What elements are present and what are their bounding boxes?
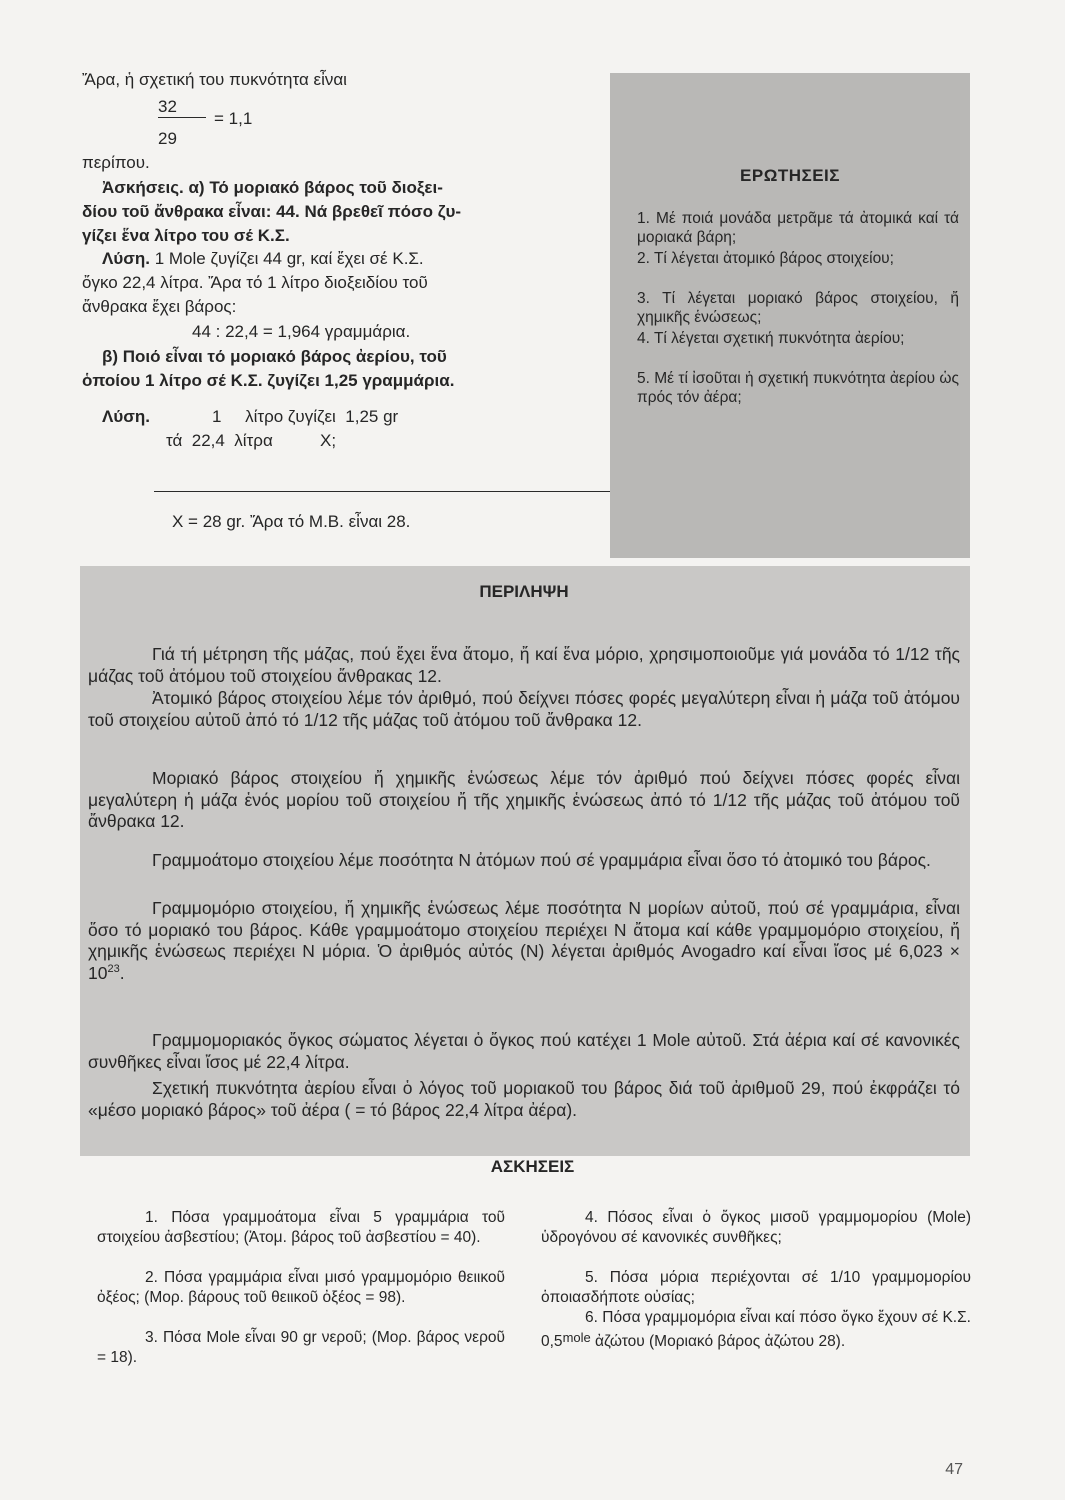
exercise-b-line: ὁποίου 1 λίτρο σέ Κ.Σ. ζυγίζει 1,25 γραμμάρια.	[82, 371, 455, 390]
solution-a-line: ὄγκο 22,4 λίτρα. Ἄρα τό 1 λίτρο διοξειδίου τοῦ	[82, 273, 428, 292]
exponent: 23	[107, 962, 120, 975]
question-item: 4. Τί λέγεται σχετική πυκνότητα ἀερίου;	[637, 330, 905, 347]
question-item: 5. Μέ τί ἰσοῦται ἡ σχετική πυκνότητα ἀερίου ὡς πρός τόν ἀέρα;	[637, 370, 959, 406]
exercise-item: 1. Πόσα γραμμοάτομα εἶναι 5 γραμμάρια τοῦ στοιχείου ἀσβεστίου; (Ἀτομ. βάρος τοῦ ἀσβεστίου = 40).	[97, 1209, 505, 1246]
summary-paragraph	[88, 898, 960, 984]
summary-paragraph: Ἀτομικό βάρος στοιχείου λέμε τόν ἀριθμό, πού δείχνει πόσες φορές μεγαλύτερη εἶναι ἡ μάζα τοῦ ἀτόμου τοῦ στοιχείου αὐτοῦ ἀπό τό 1/12 τῆς μάζας τοῦ ἀτόμου τοῦ ἄνθρακα 12.	[88, 688, 960, 730]
page-number: 47	[945, 1461, 963, 1478]
text-line: Ἄρα, ἡ σχετική του πυκνότητα εἶναι	[82, 70, 347, 89]
solution-a-result: 44 : 22,4 = 1,964 γραμμάρια.	[192, 322, 411, 341]
summary-paragraph: Γιά τή μέτρηση τῆς μάζας, πού ἔχει ἕνα ἄτομο, ἤ καί ἕνα μόριο, χρησιμοποιοῦμε γιά μονάδα τό 1/12 τῆς μάζας τοῦ ἀτόμου τοῦ στοιχείου ἄνθρακας 12.	[88, 644, 960, 686]
solution-b-result: X = 28 gr. Ἄρα τό Μ.Β. εἶναι 28.	[172, 512, 411, 531]
question-item: 1. Μέ ποιά μονάδα μετρᾶμε τά ἀτομικά καί τά μοριακά βάρη;	[637, 210, 959, 246]
solution-a-line	[102, 249, 424, 269]
solution-b-line: τά 22,4 λίτρα X;	[166, 431, 337, 450]
worked-examples	[82, 66, 602, 536]
fraction-numerator: 32	[158, 97, 177, 116]
exercises-title: ΑΣΚΗΣΕΙΣ	[490, 1157, 575, 1176]
questions-box	[610, 73, 970, 558]
summary-paragraph: Γραμμοάτομο στοιχείου λέμε ποσότητα N ἀτόμων πού σέ γραμμάρια εἶναι ὅσο τό ἀτομικό του βάρος.	[152, 850, 931, 870]
solution-a-line: ἄνθρακα ἔχει βάρος:	[82, 297, 237, 316]
exercise-b-line: β) Ποιό εἶναι τό μοριακό βάρος ἀερίου, τοῦ	[102, 347, 447, 366]
fraction-bar	[158, 117, 206, 118]
summary-text: Γραμμομόριο στοιχείου, ἤ χημικῆς ἑνώσεως λέμε ποσότητα N μορίων αὐτοῦ, πού σέ γραμμάρια, εἶναι ὅσο τό μοριακό του βάρος. Κάθε γραμμοάτομο στοιχείου περιέχει N ἄτομα καί κάθε γραμμομόριο στοιχείου, ἤ χημικῆς ἑνώσεως περιέχει N μόρια. Ὁ ἀριθμός αὐτός (N) λέγεται ἀριθμός Avogadro καί εἶναι ἴσος μέ 6,023 × 10	[88, 898, 960, 983]
summary-paragraph: Σχετική πυκνότητα ἀερίου εἶναι ὁ λόγος τοῦ μοριακοῦ του βάρος διά τοῦ ἀριθμοῦ 29, πού ἐκφράζει τό «μέσο μοριακό βάρος» τοῦ ἀέρα ( = τό βάρος 22,4 λίτρα ἀέρα).	[88, 1078, 960, 1120]
exercise-item: 5. Πόσα μόρια περιέχονται σέ 1/10 γραμμομορίου ὁποιασδήποτε οὐσίας;	[541, 1269, 971, 1306]
exercise-text: 6. Πόσα γραμμομόρια εἶναι καί πόσο ὄγκο ἔχουν σέ Κ.Σ. 0,5	[541, 1309, 971, 1350]
solution-b-line: 1 λίτρο ζυγίζει 1,25 gr	[212, 407, 399, 426]
summary-text-end: .	[119, 962, 125, 983]
questions-title: ΕΡΩΤΗΣΕΙΣ	[740, 166, 840, 185]
exercise-a-line: γίζει ἕνα λίτρο του σέ Κ.Σ.	[82, 226, 290, 245]
unit-label: mole	[562, 1329, 591, 1345]
question-item: 3. Τί λέγεται μοριακό βάρος στοιχείου, ἤ χημικῆς ἑνώσεως;	[637, 290, 959, 326]
solution-text: 1 Mole ζυγίζει 44 gr, καί ἔχει σέ Κ.Σ.	[149, 249, 424, 268]
exercise-item: 2. Πόσα γραμμάρια εἶναι μισό γραμμομόριο θειικοῦ ὀξέος; (Μορ. βάρους τοῦ θειικοῦ ὀξέος = 98).	[97, 1269, 505, 1306]
exercise-item	[541, 1308, 971, 1351]
summary-paragraph: Γραμμομοριακός ὄγκος σώματος λέγεται ὁ ὄγκος πού κατέχει 1 Mole αὐτοῦ. Στά ἀέρια καί σέ κανονικές συνθῆκες εἶναι ἴσος μέ 22,4 λίτρα.	[88, 1030, 960, 1072]
fraction-value: = 1,1	[214, 109, 253, 128]
exercise-text: ἀζώτου (Μοριακό βάρος ἀζώτου 28).	[590, 1332, 846, 1350]
divider	[154, 491, 662, 492]
exercise-a-line: Ἀσκήσεις. α) Τό μοριακό βάρος τοῦ διοξει-	[102, 178, 443, 197]
solution-label: Λύση.	[102, 249, 150, 268]
text-line: περίπου.	[82, 153, 150, 172]
fraction-denominator: 29	[158, 129, 177, 148]
exercise-item: 4. Πόσος εἶναι ὁ ὄγκος μισοῦ γραμμομορίου (Mole) ὑδρογόνου σέ κανονικές συνθῆκες;	[541, 1209, 971, 1246]
solution-label: Λύση.	[102, 407, 150, 426]
question-item: 2. Τί λέγεται ἀτομικό βάρος στοιχείου;	[637, 250, 894, 267]
exercise-item: 3. Πόσα Mole εἶναι 90 gr νεροῦ; (Μορ. βάρος νεροῦ = 18).	[97, 1329, 505, 1366]
exercise-a-line: δίου τοῦ ἄνθρακα εἶναι: 44. Νά βρεθεῖ πόσο ζυ-	[82, 202, 462, 221]
summary-title: ΠΕΡΙΛΗΨΗ	[479, 582, 569, 601]
summary-paragraph: Μοριακό βάρος στοιχείου ἤ χημικῆς ἑνώσεως λέμε τόν ἀριθμό πού δείχνει πόσες φορές εἶναι μεγαλύτερη ἡ μάζα ἑνός μορίου τοῦ στοιχείου ἤ τῆς χημικῆς ἑνώσεως ἀπό τό 1/12 τῆς μάζας τοῦ ἀτόμου τοῦ ἄνθρακα 12.	[88, 768, 960, 831]
